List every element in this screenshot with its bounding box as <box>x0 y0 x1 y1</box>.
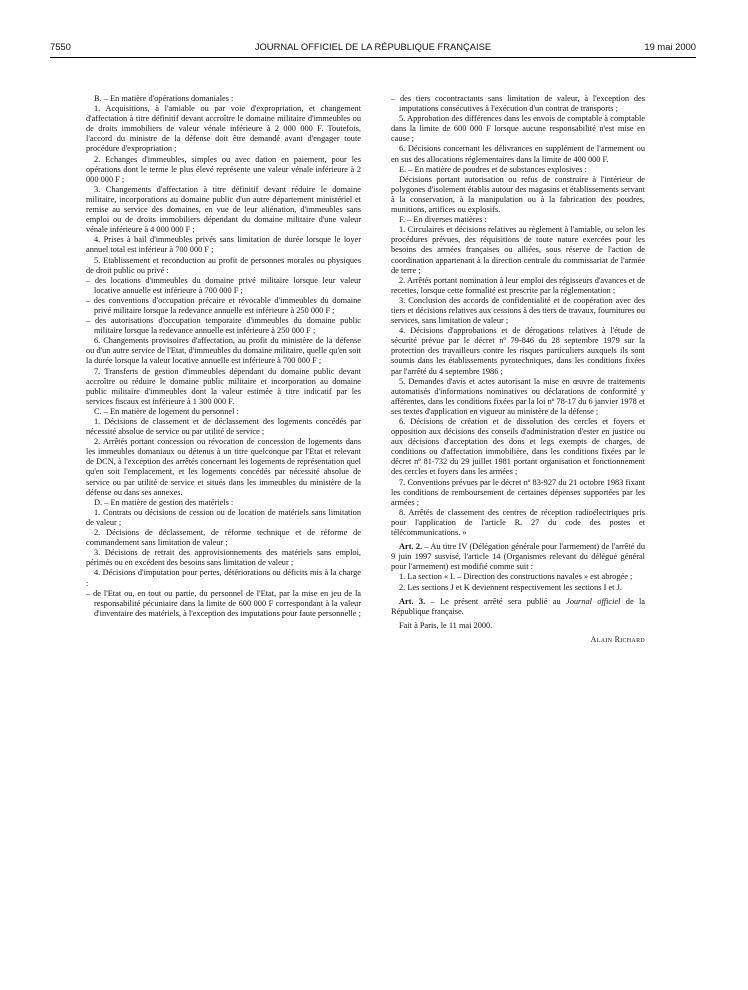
article-3-label: Art. 3. <box>399 596 426 606</box>
fait-a-paris: Fait à Paris, le 11 mai 2000. <box>399 620 493 630</box>
b5-list <box>86 276 361 337</box>
list-item: – de l'Etat ou, en tout ou partie, du personnel de l'Etat, par la mise en jeu de la responsabilité pécuniaire dans la limite de 600 000 F correspondant à la valeur d'inventaire des matériels, à l'exception des imputations pour faute personnelle ; <box>86 588 361 618</box>
paragraph-c1: 1. Décisions de classement et de déclassement des logements concédés par nécessité absolue de service ou par utilité de service ; <box>86 417 361 437</box>
article-2 <box>391 542 645 572</box>
page-number: 7550 <box>50 41 71 52</box>
article-3-text-a: – Le présent arrêté sera publié au <box>425 596 566 606</box>
paragraph-d3: 3. Décisions de retrait des approvisionnements des matériels sans emploi, périmés ou en excédent des besoins sans limitation de valeur ; <box>86 548 361 568</box>
paragraph-b3: 3. Changements d'affectation à titre définitif devant réduire le domaine militaire, incorporations au domaine public d'un autre département ministériel et remise au service des domaines, en vue de leur aliénation, d'immeubles sans emploi ou de droits immobiliers dépendant du domaine militaire d'une valeur vénale inférieure à 4 000 000 F ; <box>86 184 361 235</box>
section-d-heading: D. – En matière de gestion des matériels : <box>94 497 234 507</box>
journal-title: JOURNAL OFFICIEL DE LA RÉPUBLIQUE FRANÇAISE <box>254 41 492 52</box>
left-column <box>86 94 361 619</box>
paragraph-d4: 4. Décisions d'imputation pour pertes, détériorations ou déficits mis à la charge : <box>86 568 361 588</box>
paragraph-e: Décisions portant autorisation ou refus de construire à l'intérieur de polygones d'isolement établis autour des magasins et établissements servant à la conservation, à la manipulation ou à la fabrication des poudres, munitions, artifices ou explosifs. <box>391 174 645 215</box>
article-2-item-1: 1. La section « I. – Direction des constructions navales » est abrogée ; <box>399 572 633 582</box>
section-c-heading: C. – En matière de logement du personnel : <box>94 406 239 416</box>
page-header <box>50 39 696 55</box>
list-item: – des tiers cocontractants sans limitation de valeur, à l'exception des imputations consécutives à l'exécution d'un contrat de transports ; <box>391 94 645 114</box>
paragraph-b5: 5. Etablissement et reconduction au profit de personnes morales ou physiques de droit public ou privé : <box>86 255 361 275</box>
article-2-label: Art. 2. <box>399 542 423 552</box>
paragraph-d2: 2. Décisions de déclassement, de réforme technique et de réforme de commandement sans limitation de valeur ; <box>86 528 361 548</box>
paragraph-b2: 2. Echanges d'immeubles, simples ou avec dation en paiement, pour les opérations dont le terme le plus élevé représente une valeur vénale inférieure à 2 000 000 F ; <box>86 154 361 184</box>
article-2-item-2: 2. Les sections J et K deviennent respectivement les sections I et J. <box>399 582 622 592</box>
list-item: – des locations d'immeubles du domaine privé militaire lorsque leur valeur locative annuelle est inférieure à 700 000 F ; <box>86 275 361 295</box>
paragraph-f4: 4. Décisions d'approbations et de dérogations relatives à l'étude de sécurité prévue par le décret nº 79-846 du 28 septembre 1979 sur la protection des travailleurs contre les risques particuliers auxquels ils sont soumis dans les établissements pyrotechniques, dans les conditions fixées par l'arrêté du 4 septembre 1986 ; <box>391 326 645 376</box>
paragraph-c2: 2. Arrêtés portant concession ou révocation de concession de logements dans les immeubles domaniaux ou détenus à un titre quelconque par l'Etat et relevant de DCN, à l'exception des arrêtés concernant les logements de représentation quel qu'en soit l'emplacement, et les logements concédés par nécessité absolue de service ou par utilité de service et situés dans les immeubles du ministère de la défense ou dans ses annexes. <box>86 437 361 497</box>
list-item: – des conventions d'occupation précaire et révocable d'immeubles du domaine privé militaire lorsque la redevance annuelle est inférieure à 250 000 F ; <box>86 295 361 315</box>
paragraph-b6: 6. Changements provisoires d'affectation, au profit du ministère de la défense ou d'un autre service de l'Etat, d'immeubles du domaine militaire, quelle qu'en soit la durée lorsque la valeur locative annuelle est inférieure à 700 000 F ; <box>86 336 361 366</box>
paragraph-d6: 6. Décisions concernant les délivrances en supplément de l'armement ou en sus des allocations réglementaires dans la limite de 400 000 F. <box>391 144 645 164</box>
article-3-text-b: de la République française. <box>391 596 645 616</box>
signature: Alain Richard <box>590 634 645 644</box>
paragraph-b1: 1. Acquisitions, à l'amiable ou par voie d'expropriation, et changement d'affectation à titre définitif devant accroître le domaine militaire d'immeubles ou de droits immobiliers de valeur vénale inférieure à 2 000 000 F. Toutefois, l'accord du ministre de la défense doit être demandé avant d'engager toute procédure d'expropriation ; <box>86 104 361 154</box>
paragraph-f2: 2. Arrêtés portant nomination à leur emploi des régisseurs d'avances et de recettes, lorsque cette formalité est prescrite par la réglementation ; <box>391 275 645 295</box>
section-e-heading: E. – En matière de poudres et de substances explosives : <box>399 164 587 174</box>
article-3 <box>391 597 645 617</box>
section-b-heading: B. – En matière d'opérations domaniales : <box>94 94 234 103</box>
d4-list <box>86 589 361 619</box>
section-f-heading: F. – En diverses matières : <box>399 215 487 225</box>
paragraph-f5: 5. Demandes d'avis et actes autorisant la mise en œuvre de traitements automatisés d'informations nominatives ou déclarations de conformité y afférentes, dans les conditions fixées par la loi nº 78-17 du 6 janvier 1978 et ses textes d'application en vigueur au ministère de la défense ; <box>391 376 645 416</box>
paragraph-f6: 6. Décisions de création et de dissolution des cercles et foyers et opposition aux décisions des conseils d'administration d'ester en justice ou aux décisions d'acceptation des dons et legs exempts de charges, de conditions ou d'affectation immobilière, dans les conditions fixées par le décret nº 81-732 du 29 juillet 1981 portant organisation et fonctionnement des cercles et foyers dans les armées ; <box>391 417 645 477</box>
article-3-journal-name: Journal officiel <box>566 596 621 606</box>
paragraph-f1: 1. Circulaires et décisions relatives au règlement à l'amiable, ou selon les procédures prévues, des réquisitions de toute nature exercées pour les besoins des armées françaises ou alliées, sous réserve de l'action de coordination appartenant à la direction centrale du commissariat de l'armée de terre ; <box>391 225 645 275</box>
d4-list-continued <box>391 94 645 114</box>
paragraph-d5: 5. Approbation des différences dans les envois de comptable à comptable dans la limite de 600 000 F lorsque aucune responsabilité n'est mise en cause ; <box>391 114 645 144</box>
right-column <box>391 94 645 645</box>
issue-date: 19 mai 2000 <box>644 41 696 52</box>
header-rule <box>50 57 696 58</box>
paragraph-f3: 3. Conclusion des accords de confidentialité et de coopération avec des tiers et décisions relatives aux cessions à des tiers de travaux, fournitures ou services, sans limitation de valeur ; <box>391 295 645 326</box>
paragraph-b4: 4. Prises à bail d'immeubles privés sans limitation de durée lorsque le loyer annuel total est inférieur à 700 000 F ; <box>86 235 361 255</box>
paragraph-d1: 1. Contrats ou décisions de cession ou de location de matériels sans limitation de valeur ; <box>86 507 361 527</box>
paragraph-f7: 7. Conventions prévues par le décret nº 83-927 du 21 octobre 1983 fixant les conditions de remboursement de certaines dépenses supportées par les armées ; <box>391 477 645 507</box>
paragraph-f8: 8. Arrêtés de classement des centres de réception radioélectriques pris pour l'application de l'article R. 27 du code des postes et télécommunications. » <box>391 507 645 538</box>
paragraph-b7: 7. Transferts de gestion d'immeubles dépendant du domaine public devant accroître ou réduire le domaine public militaire et incorporation au domaine public militaire d'immeubles dont la valeur estimée à titre indicatif par les services fiscaux est inférieure à 1 300 000 F. <box>86 366 361 406</box>
article-2-text: – Au titre IV (Délégation générale pour l'armement) de l'arrêté du 9 juin 1997 susvisé, l'article 14 (Organismes relevant du délégué général pour l'armement) est modifié comme suit : <box>391 542 645 572</box>
list-item: – des autorisations d'occupation temporaire d'immeubles du domaine public militaire lorsque la redevance annuelle est inférieure à 250 000 F ; <box>86 316 361 336</box>
